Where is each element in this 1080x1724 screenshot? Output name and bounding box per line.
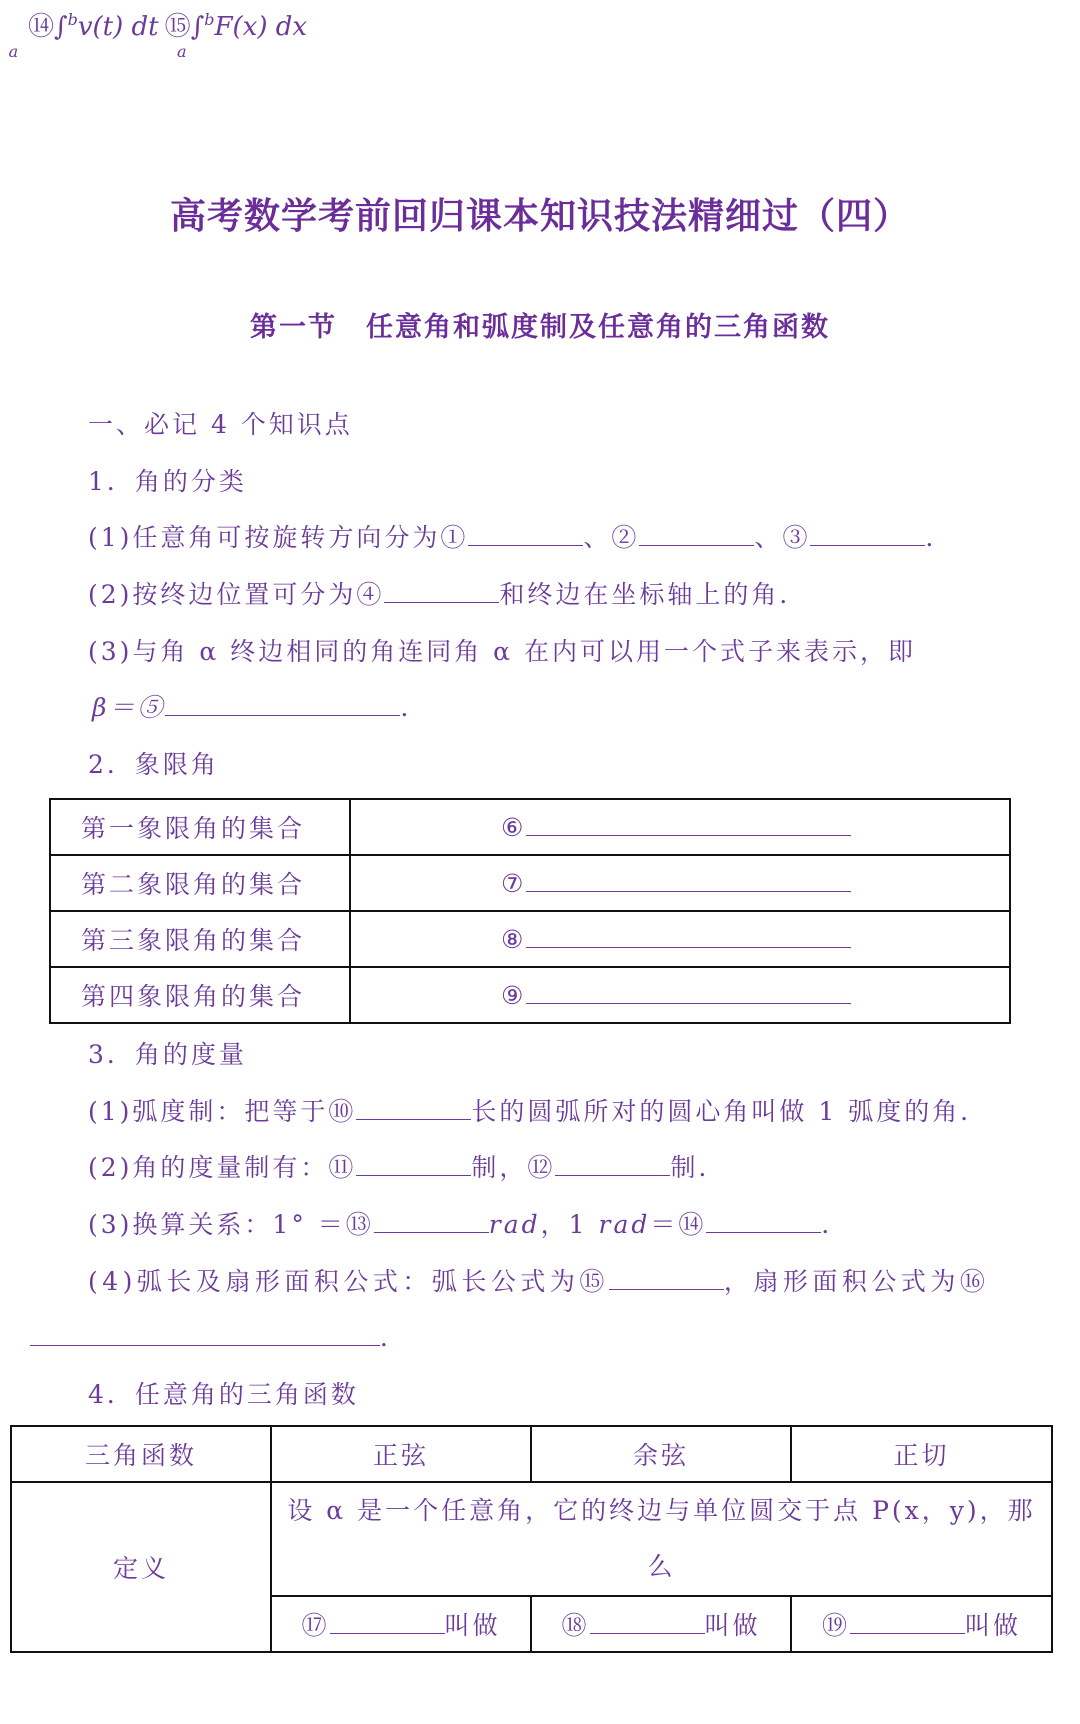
quadrant-set-answer [350,911,1010,967]
trig-function-table [10,1425,1053,1653]
text: ，扇形面积公式为⑯ [723,1267,990,1296]
sine-definition-cell [271,1596,531,1652]
line-3-4b [30,1318,408,1354]
heading-3: 3．角的度量 [88,1040,247,1069]
line-3-1 [88,1092,988,1128]
text: ． [380,1323,409,1352]
text: ． [821,1210,850,1239]
section-title: 第一节 任意角和弧度制及任意角的三角函数 [250,312,830,343]
text: 、③ [754,523,811,552]
integral-sign: ∫ [190,12,205,42]
answer-blank[interactable] [590,1611,705,1634]
lower-limit: a [8,42,19,61]
text: 叫做 [704,1611,761,1640]
text: ． [400,693,429,722]
text: (3)换算关系：1° ＝⑬ [88,1210,374,1239]
item-15-marker: ⑮ [164,12,191,42]
answer-blank[interactable] [468,523,583,546]
line-3-2 [88,1148,726,1184]
lower-limit: a [177,42,187,61]
text: (2)按终边位置可分为④ [88,580,385,609]
line-1-3: (3)与角 α 终边相同的角连同角 α 在内可以用一个式子来表示，即 [88,637,916,666]
answer-blank[interactable] [639,523,754,546]
answer-blank[interactable] [850,1611,965,1634]
answer-blank[interactable] [555,1153,670,1176]
answer-blank[interactable] [356,1153,471,1176]
heading-2: 2．象限角 [88,750,219,779]
answer-number: ⑥ [501,812,527,842]
quadrant-label: 第二象限角的集合 [50,855,350,911]
answer-blank[interactable] [30,1323,380,1346]
answer-blank[interactable] [330,1611,445,1634]
header-cosine: 余弦 [531,1426,791,1482]
text: (1)弧度制：把等于⑩ [88,1097,357,1126]
text: rad [488,1210,541,1239]
answer-number: ⑧ [501,924,527,954]
text: ，1 [540,1210,599,1239]
line-3-4 [88,1262,989,1298]
answer-blank[interactable] [165,693,400,716]
answer-blank[interactable] [526,813,851,836]
quadrant-set-answer [350,855,1010,911]
line-3-3 [88,1205,849,1241]
upper-limit: b [67,10,78,29]
quadrant-row [50,911,1010,967]
answer-number: ⑦ [501,868,527,898]
text: 长的圆弧所对的圆心角叫做 1 弧度的角． [471,1097,989,1126]
item-14-marker: ⑭ [28,12,55,42]
answer-blank[interactable] [384,580,499,603]
text: ． [925,523,954,552]
text: β＝⑤ [92,693,166,722]
integrand-14: v(t) dt [77,12,159,42]
text: 设 α 是一个任意角，它的终边与单位圆交于点 P(x，y)，那 [287,1496,1036,1525]
cosine-definition-cell [531,1596,791,1652]
quadrant-set-answer [350,799,1010,855]
text: 和终边在坐标轴上的角． [499,580,808,609]
text: rad [598,1210,651,1239]
answer-blank[interactable] [810,523,925,546]
definition-label: 定义 [11,1482,271,1652]
quadrant-label: 第四象限角的集合 [50,967,350,1023]
text: ⑲ [821,1611,850,1640]
text: 叫做 [444,1611,501,1640]
text: 叫做 [965,1611,1022,1640]
upper-limit: b [204,10,215,29]
quadrant-row [50,799,1010,855]
answer-blank[interactable] [609,1267,724,1290]
text: ⑰ [301,1611,330,1640]
text: 制，⑫ [471,1153,556,1182]
answer-blank[interactable] [706,1210,821,1233]
quadrant-label: 第三象限角的集合 [50,911,350,967]
text: 、② [583,523,640,552]
integral-sign: ∫ [54,12,68,42]
text: 么 [647,1552,676,1581]
text: (4)弧长及扇形面积公式：弧长公式为⑮ [88,1267,609,1296]
text: ＝⑭ [650,1210,707,1239]
quadrant-row [50,855,1010,911]
header-trig-function: 三角函数 [11,1426,271,1482]
answer-blank[interactable] [356,1097,471,1120]
definition-text [271,1482,1052,1596]
text: ⑱ [561,1611,590,1640]
answer-blank[interactable] [526,925,851,948]
line-1-1 [88,518,953,554]
quadrant-set-answer [350,967,1010,1023]
top-formula [8,6,308,61]
answer-number: ⑨ [501,980,527,1010]
part-heading: 一、必记 4 个知识点 [88,410,353,439]
heading-4: 4．任意角的三角函数 [88,1380,359,1409]
text: (1)任意角可按旋转方向分为① [88,523,469,552]
text: (2)角的度量制有：⑪ [88,1153,357,1182]
answer-blank[interactable] [526,981,851,1004]
page-title: 高考数学考前回归课本知识技法精细过（四） [169,195,910,237]
quadrant-table [49,798,1011,1024]
quadrant-label: 第一象限角的集合 [50,799,350,855]
answer-blank[interactable] [374,1210,489,1233]
line-1-3b [92,688,428,724]
text: 制． [670,1153,727,1182]
tangent-definition-cell [791,1596,1052,1652]
answer-blank[interactable] [526,869,851,892]
integrand-15: F(x) dx [214,12,308,42]
header-sine: 正弦 [271,1426,531,1482]
quadrant-row [50,967,1010,1023]
header-tangent: 正切 [791,1426,1052,1482]
line-1-2 [88,575,807,611]
heading-1: 1．角的分类 [88,467,247,496]
